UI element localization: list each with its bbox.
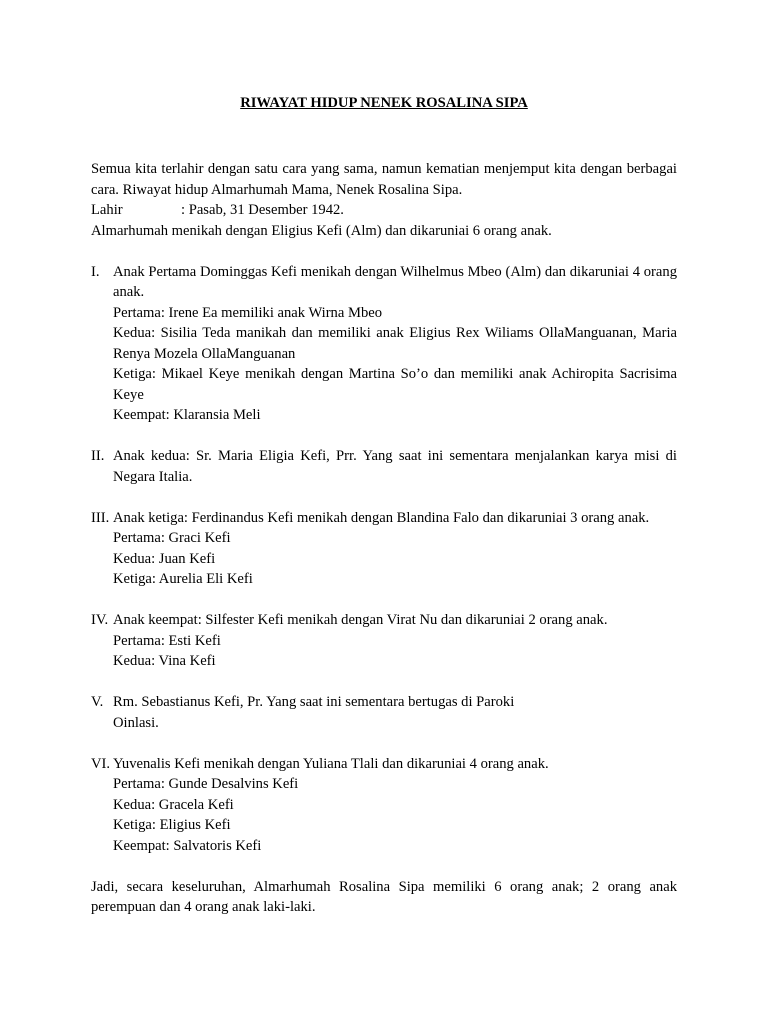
- grandchild-line: Kedua: Juan Kefi: [113, 550, 216, 567]
- grandchild-line: Pertama: Graci Kefi: [113, 530, 231, 546]
- grandchild-line: Keempat: Salvatoris Kefi: [113, 837, 262, 854]
- section-numeral: II.: [91, 448, 105, 464]
- section-numeral: IV.: [91, 612, 109, 628]
- section-numeral: VI.: [91, 755, 111, 772]
- child-section-4: [91, 610, 677, 672]
- marriage-line: Almarhumah menikah dengan Eligius Kefi (Alm) dan dikaruniai 6 orang anak.: [91, 222, 552, 239]
- section-heading: Anak ketiga: Ferdinandus Kefi menikah dengan Blandina Falo dan dikaruniai 3 orang anak.: [113, 509, 650, 526]
- grandchild-line: Pertama: Esti Kefi: [113, 632, 221, 649]
- grandchild-line: Kedua: Vina Kefi: [113, 653, 216, 669]
- section-heading-continued: Oinlasi.: [113, 714, 159, 731]
- grandchild-line: Pertama: Gunde Desalvins Kefi: [113, 776, 299, 792]
- section-heading: Anak kedua: Sr. Maria Eligia Kefi, Prr. Yang saat ini sementara menjalankan karya misi di Negara Italia.: [113, 448, 677, 485]
- grandchild-line: Pertama: Irene Ea memiliki anak Wirna Mbeo: [113, 304, 383, 321]
- document-body: [91, 159, 677, 918]
- intro-paragraph: Semua kita terlahir dengan satu cara yang sama, namun kematian menjemput kita dengan berbagai cara. Riwayat hidup Almarhumah Mama, Nenek Rosalina Sipa.: [91, 161, 677, 198]
- section-numeral: III.: [91, 509, 110, 526]
- grandchild-line: Keempat: Klaransia Meli: [113, 407, 261, 423]
- child-section-3: [91, 508, 677, 590]
- section-numeral: I.: [91, 263, 100, 280]
- child-section-2: [91, 446, 677, 487]
- child-section-1: [91, 262, 677, 426]
- section-heading: Anak Pertama Dominggas Kefi menikah dengan Wilhelmus Mbeo (Alm) dan dikaruniai 4 orang anak.: [113, 263, 677, 300]
- grandchild-line: Kedua: Sisilia Teda manikah dan memiliki anak Eligius Rex Wiliams OllaManguanan, Maria Renya Mozela OllaManguanan: [113, 325, 677, 362]
- birth-line: [91, 200, 677, 221]
- grandchild-line: Ketiga: Mikael Keye menikah dengan Martina So’o dan memiliki anak Achiropita Sacrisima Keye: [113, 366, 677, 403]
- section-heading: Yuvenalis Kefi menikah dengan Yuliana Tlali dan dikaruniai 4 orang anak.: [113, 755, 549, 772]
- child-section-5: [91, 692, 677, 733]
- grandchild-line: Ketiga: Eligius Kefi: [113, 817, 231, 833]
- document-title: RIWAYAT HIDUP NENEK ROSALINA SIPA: [240, 95, 528, 111]
- grandchild-line: Ketiga: Aurelia Eli Kefi: [113, 571, 253, 587]
- section-heading: Anak keempat: Silfester Kefi menikah dengan Virat Nu dan dikaruniai 2 orang anak.: [113, 612, 608, 628]
- grandchild-line: Kedua: Gracela Kefi: [113, 796, 234, 813]
- birth-label: Lahir: [91, 202, 123, 218]
- section-numeral: V.: [91, 694, 104, 710]
- closing-paragraph: Jadi, secara keseluruhan, Almarhumah Rosalina Sipa memiliki 6 orang anak; 2 orang anak perempuan dan 4 orang anak laki-laki.: [91, 878, 677, 915]
- birth-value: : Pasab, 31 Desember 1942.: [181, 202, 344, 218]
- section-heading: Rm. Sebastianus Kefi, Pr. Yang saat ini sementara bertugas di Paroki: [113, 694, 515, 710]
- child-section-6: [91, 754, 677, 857]
